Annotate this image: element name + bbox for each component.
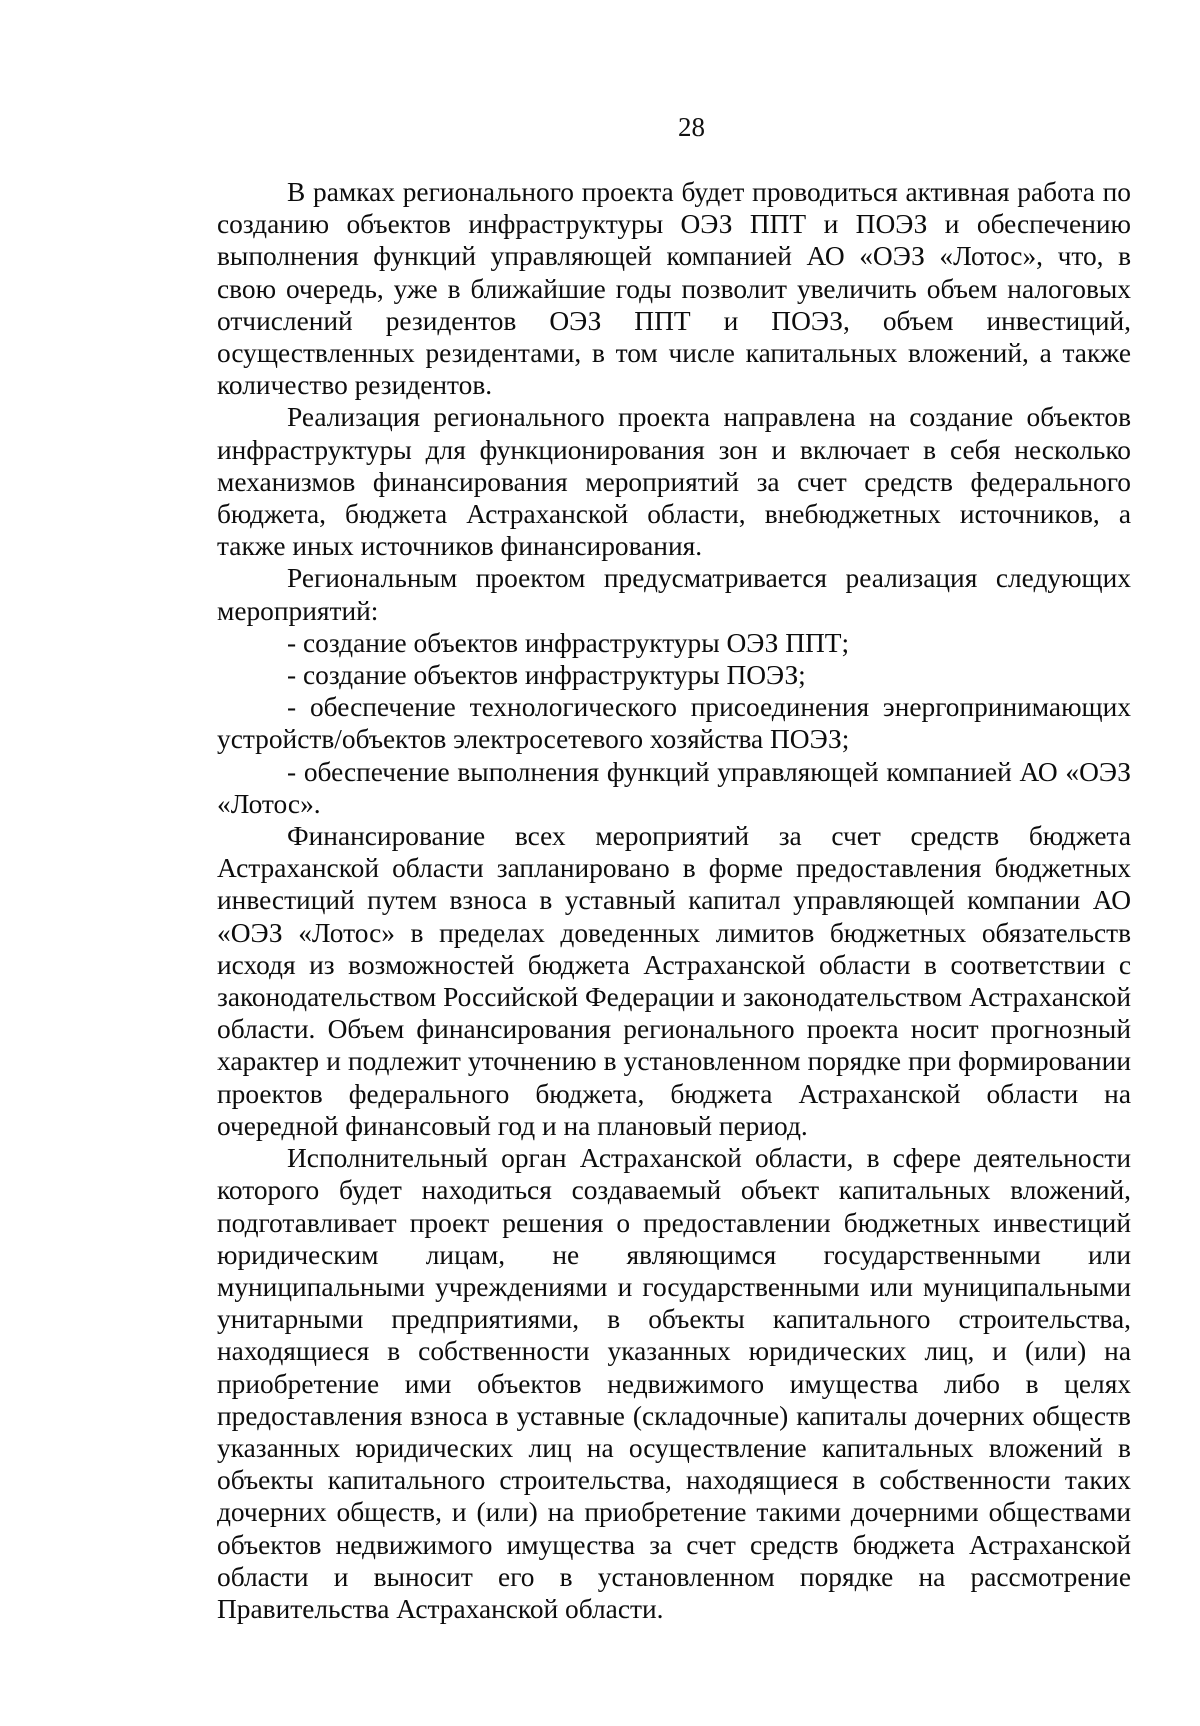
document-body xyxy=(217,176,1131,1625)
paragraph-financing: Финансирование всех мероприятий за счет средств бюджета Астраханской области запланировано в форме предоставления бюджетных инвестиций путем взноса в уставный капитал управляющей компании АО «ОЭЗ «Лотос» в пределах доведенных лимитов бюджетных обязательств исходя из возможностей бюджета Астраханской области в соответствии с законодательством Российской Федерации и законодательством Астраханской области. Объем финансирования регионального проекта носит прогнозный характер и подлежит уточнению в установленном порядке при формировании проектов федерального бюджета, бюджета Астраханской области на очередной финансовый год и на плановый период. xyxy=(217,821,1131,1141)
list-item-grid-connection: - обеспечение технологического присоединения энергопринимающих устройств/объектов электросетевого хозяйства ПОЭЗ; xyxy=(217,692,1131,755)
list-item-infrastructure-oez: - создание объектов инфраструктуры ОЭЗ ППТ; xyxy=(287,627,850,658)
paragraph-measures-intro: Региональным проектом предусматривается реализация следующих мероприятий: xyxy=(217,563,1131,626)
page-number: 28 xyxy=(678,112,705,142)
paragraph-project-implementation: Реализация регионального проекта направлена на создание объектов инфраструктуры для функционирования зон и включает в себя несколько механизмов финансирования мероприятий за счет средств федерального бюджета, бюджета Астраханской области, внебюджетных источников, а также иных источников финансирования. xyxy=(217,402,1131,562)
paragraph-executive-body: Исполнительный орган Астраханской области, в сфере деятельности которого будет находиться создаваемый объект капитальных вложений, подготавливает проект решения о предоставлении бюджетных инвестиций юридическим лицам, не являющимся государственными или муниципальными учреждениями и государственными или муниципальными унитарными предприятиями, в объекты капитального строительства, находящиеся в собственности указанных юридических лиц, и (или) на приобретение ими объектов недвижимого имущества либо в целях предоставления взноса в уставные (складочные) капиталы дочерних обществ указанных юридических лиц на осуществление капитальных вложений в объекты капитального строительства, находящиеся в собственности таких дочерних обществ, и (или) на приобретение такими дочерними обществами объектов недвижимого имущества за счет средств бюджета Астраханской области и выносит его в установленном порядке на рассмотрение Правительства Астраханской области. xyxy=(217,1143,1131,1624)
list-item-management-company: - обеспечение выполнения функций управляющей компанией АО «ОЭЗ «Лотос». xyxy=(217,756,1131,819)
list-item-infrastructure-poez: - создание объектов инфраструктуры ПОЭЗ; xyxy=(287,660,806,691)
paragraph-project-work: В рамках регионального проекта будет проводиться активная работа по созданию объектов инфраструктуры ОЭЗ ППТ и ПОЭЗ и обеспечению выполнения функций управляющей компанией АО «ОЭЗ «Лотос», что, в свою очередь, уже в ближайшие годы позволит увеличить объем налоговых отчислений резидентов ОЭЗ ППТ и ПОЭЗ, объем инвестиций, осуществленных резидентами, в том числе капитальных вложений, а также количество резидентов. xyxy=(217,177,1131,401)
